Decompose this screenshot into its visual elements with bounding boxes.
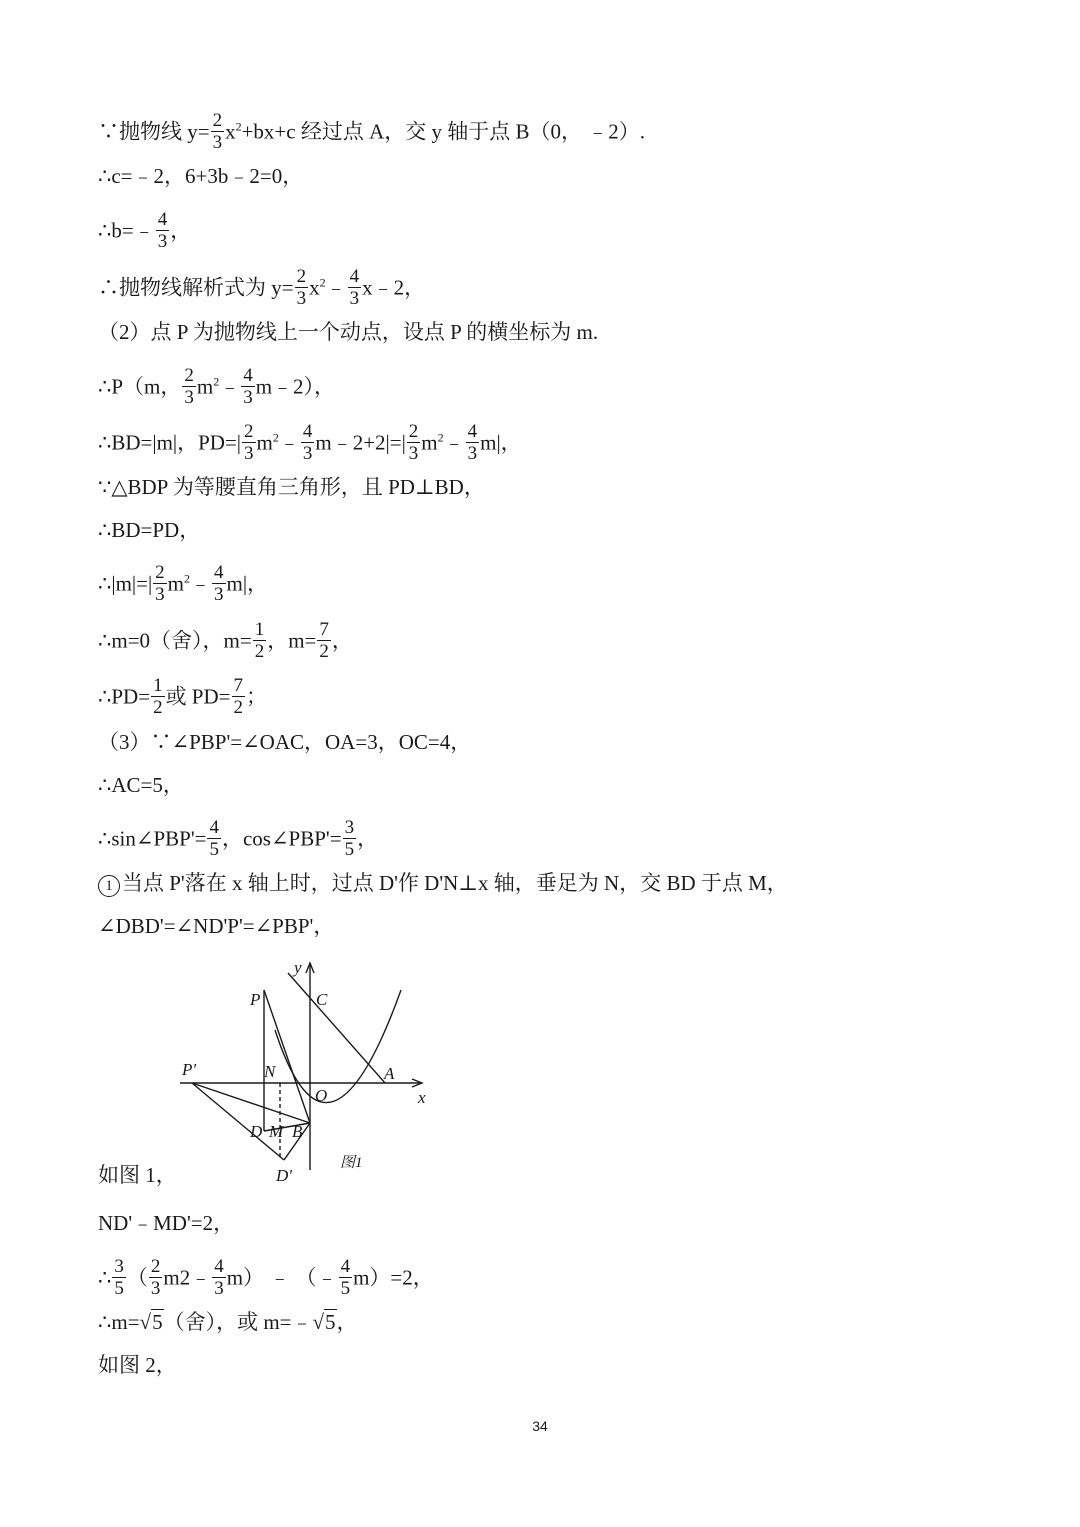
label-d-prime: D' bbox=[276, 1166, 292, 1185]
fraction: $\frac{3}{5}$ bbox=[114, 1256, 124, 1299]
label-x: x bbox=[418, 1088, 426, 1107]
fraction: $\frac{2}{3}$ bbox=[244, 421, 254, 464]
solution-line: ∴|m|=| $\frac{2}{3}$ $m^2﹣$ $\frac{4}{3}$ m|， bbox=[98, 562, 269, 605]
solution-line: 如图 2， bbox=[98, 1353, 177, 1377]
fraction: $\frac{1}{2}$ bbox=[153, 675, 163, 718]
solution-line: ∵抛物线 y= $\frac{2}{3}$ $x^2+bx+c$ 经过点 A，交 y 轴于点 B（0， ﹣2）. bbox=[98, 110, 646, 153]
fraction: $\frac{4}{3}$ bbox=[302, 421, 313, 464]
solution-line: ∴m=√5（舍），或 m=﹣√5， bbox=[98, 1310, 358, 1334]
fraction: $\frac{2}{3}$ bbox=[150, 1256, 161, 1299]
fraction: $\frac{4}{3}$ bbox=[214, 562, 224, 605]
fraction: $\frac{4}{3}$ bbox=[349, 266, 360, 309]
fraction: $\frac{7}{2}$ bbox=[233, 675, 244, 718]
solution-line: ∴抛物线解析式为 y= $\frac{2}{3}$ $x^2﹣$ $\frac{4}{3}$ x﹣2， bbox=[98, 266, 426, 309]
label-c: C bbox=[316, 990, 328, 1009]
label-d: D bbox=[250, 1122, 263, 1141]
fraction: $\frac{2}{3}$ bbox=[184, 365, 194, 408]
fraction: $\frac{2}{3}$ bbox=[212, 110, 223, 153]
solution-line: ND'﹣MD'=2， bbox=[98, 1211, 235, 1235]
label-p-prime: P' bbox=[182, 1060, 197, 1079]
fraction: $\frac{2}{3}$ bbox=[408, 421, 419, 464]
solution-line: 1 当点 P'落在 x 轴上时，过点 D'作 D'N⊥x 轴，垂足为 N，交 BD 于点 M， bbox=[98, 871, 788, 897]
fraction: $\frac{2}{3}$ bbox=[155, 562, 165, 605]
solution-line: （2）点 P 为抛物线上一个动点，设点 P 的横坐标为 m. bbox=[98, 320, 599, 344]
fraction: $\frac{4}{3}$ bbox=[157, 209, 168, 252]
square-root: √5 bbox=[139, 1310, 163, 1334]
fraction: $\frac{4}{5}$ bbox=[340, 1256, 351, 1299]
figure-1-diagram bbox=[170, 955, 440, 1185]
solution-line: ∴c=﹣2，6+3b﹣2=0， bbox=[98, 164, 304, 188]
solution-line: ∴BD=PD， bbox=[98, 518, 201, 542]
fraction: $\frac{1}{2}$ bbox=[254, 619, 265, 662]
solution-line: ∴sin∠PBP'= $\frac{4}{5}$ ，cos∠PBP'= $\frac{3}{5}$ ， bbox=[98, 817, 379, 860]
fraction: $\frac{2}{3}$ bbox=[296, 266, 307, 309]
segment-p-prime-b bbox=[192, 1083, 310, 1123]
parabola-curve bbox=[275, 990, 401, 1103]
fraction: $\frac{4}{3}$ bbox=[467, 421, 478, 464]
solution-line: 如图 1， bbox=[98, 1163, 177, 1187]
square-root: √5 bbox=[312, 1310, 336, 1334]
label-o: O bbox=[315, 1086, 328, 1105]
solution-line: ∴ $\frac{3}{5}$ （ $\frac{2}{3}$ m2﹣ $\frac{4}{3}$ m） ﹣ （﹣ $\frac{4}{5}$ m）=2， bbox=[98, 1256, 434, 1299]
segment-pb bbox=[264, 990, 310, 1123]
solution-line: ∴m=0（舍），m= $\frac{1}{2}$ ，m= $\frac{7}{2}$ ， bbox=[98, 619, 353, 662]
circled-number: 1 bbox=[98, 875, 120, 897]
solution-line: ∴PD= $\frac{1}{2}$ 或 PD= $\frac{7}{2}$ ； bbox=[98, 675, 268, 718]
fraction: $\frac{7}{2}$ bbox=[319, 619, 329, 662]
label-y: y bbox=[294, 958, 302, 977]
fraction: $\frac{4}{3}$ bbox=[243, 365, 253, 408]
fraction: $\frac{4}{3}$ bbox=[214, 1256, 224, 1299]
solution-line: （3）∵∠PBP'=∠OAC，OA=3，OC=4， bbox=[98, 730, 472, 754]
solution-line: ∴BD=|m|，PD=| $\frac{2}{3}$ $m^2﹣$ $\frac{4}{3}$ m﹣2+2|=| $\frac{2}{3}$ $m^2﹣$ $\frac{4}{3}$ m|， bbox=[98, 421, 522, 464]
solution-line: ∴b=﹣ $\frac{4}{3}$ ， bbox=[98, 209, 192, 252]
label-n: N bbox=[264, 1062, 276, 1081]
label-a: A bbox=[384, 1064, 395, 1083]
solution-line: ∠DBD'=∠ND'P'=∠PBP'， bbox=[98, 914, 335, 938]
label-b: B bbox=[292, 1122, 303, 1141]
fraction: $\frac{3}{5}$ bbox=[344, 817, 355, 860]
label-p: P bbox=[250, 990, 261, 1009]
page-number: 34 bbox=[532, 1418, 548, 1434]
solution-line: ∵△BDP 为等腰直角三角形，且 PD⊥BD， bbox=[98, 475, 485, 499]
fraction: $\frac{4}{5}$ bbox=[209, 817, 219, 860]
line-ca bbox=[288, 973, 385, 1083]
label-m: M bbox=[269, 1122, 284, 1141]
solution-line: ∴P（m， $\frac{2}{3}$ $m^2﹣$ $\frac{4}{3}$ m﹣2）， bbox=[98, 365, 336, 408]
figure-caption: 图1 bbox=[340, 1155, 363, 1171]
solution-line: ∴AC=5， bbox=[98, 773, 184, 797]
